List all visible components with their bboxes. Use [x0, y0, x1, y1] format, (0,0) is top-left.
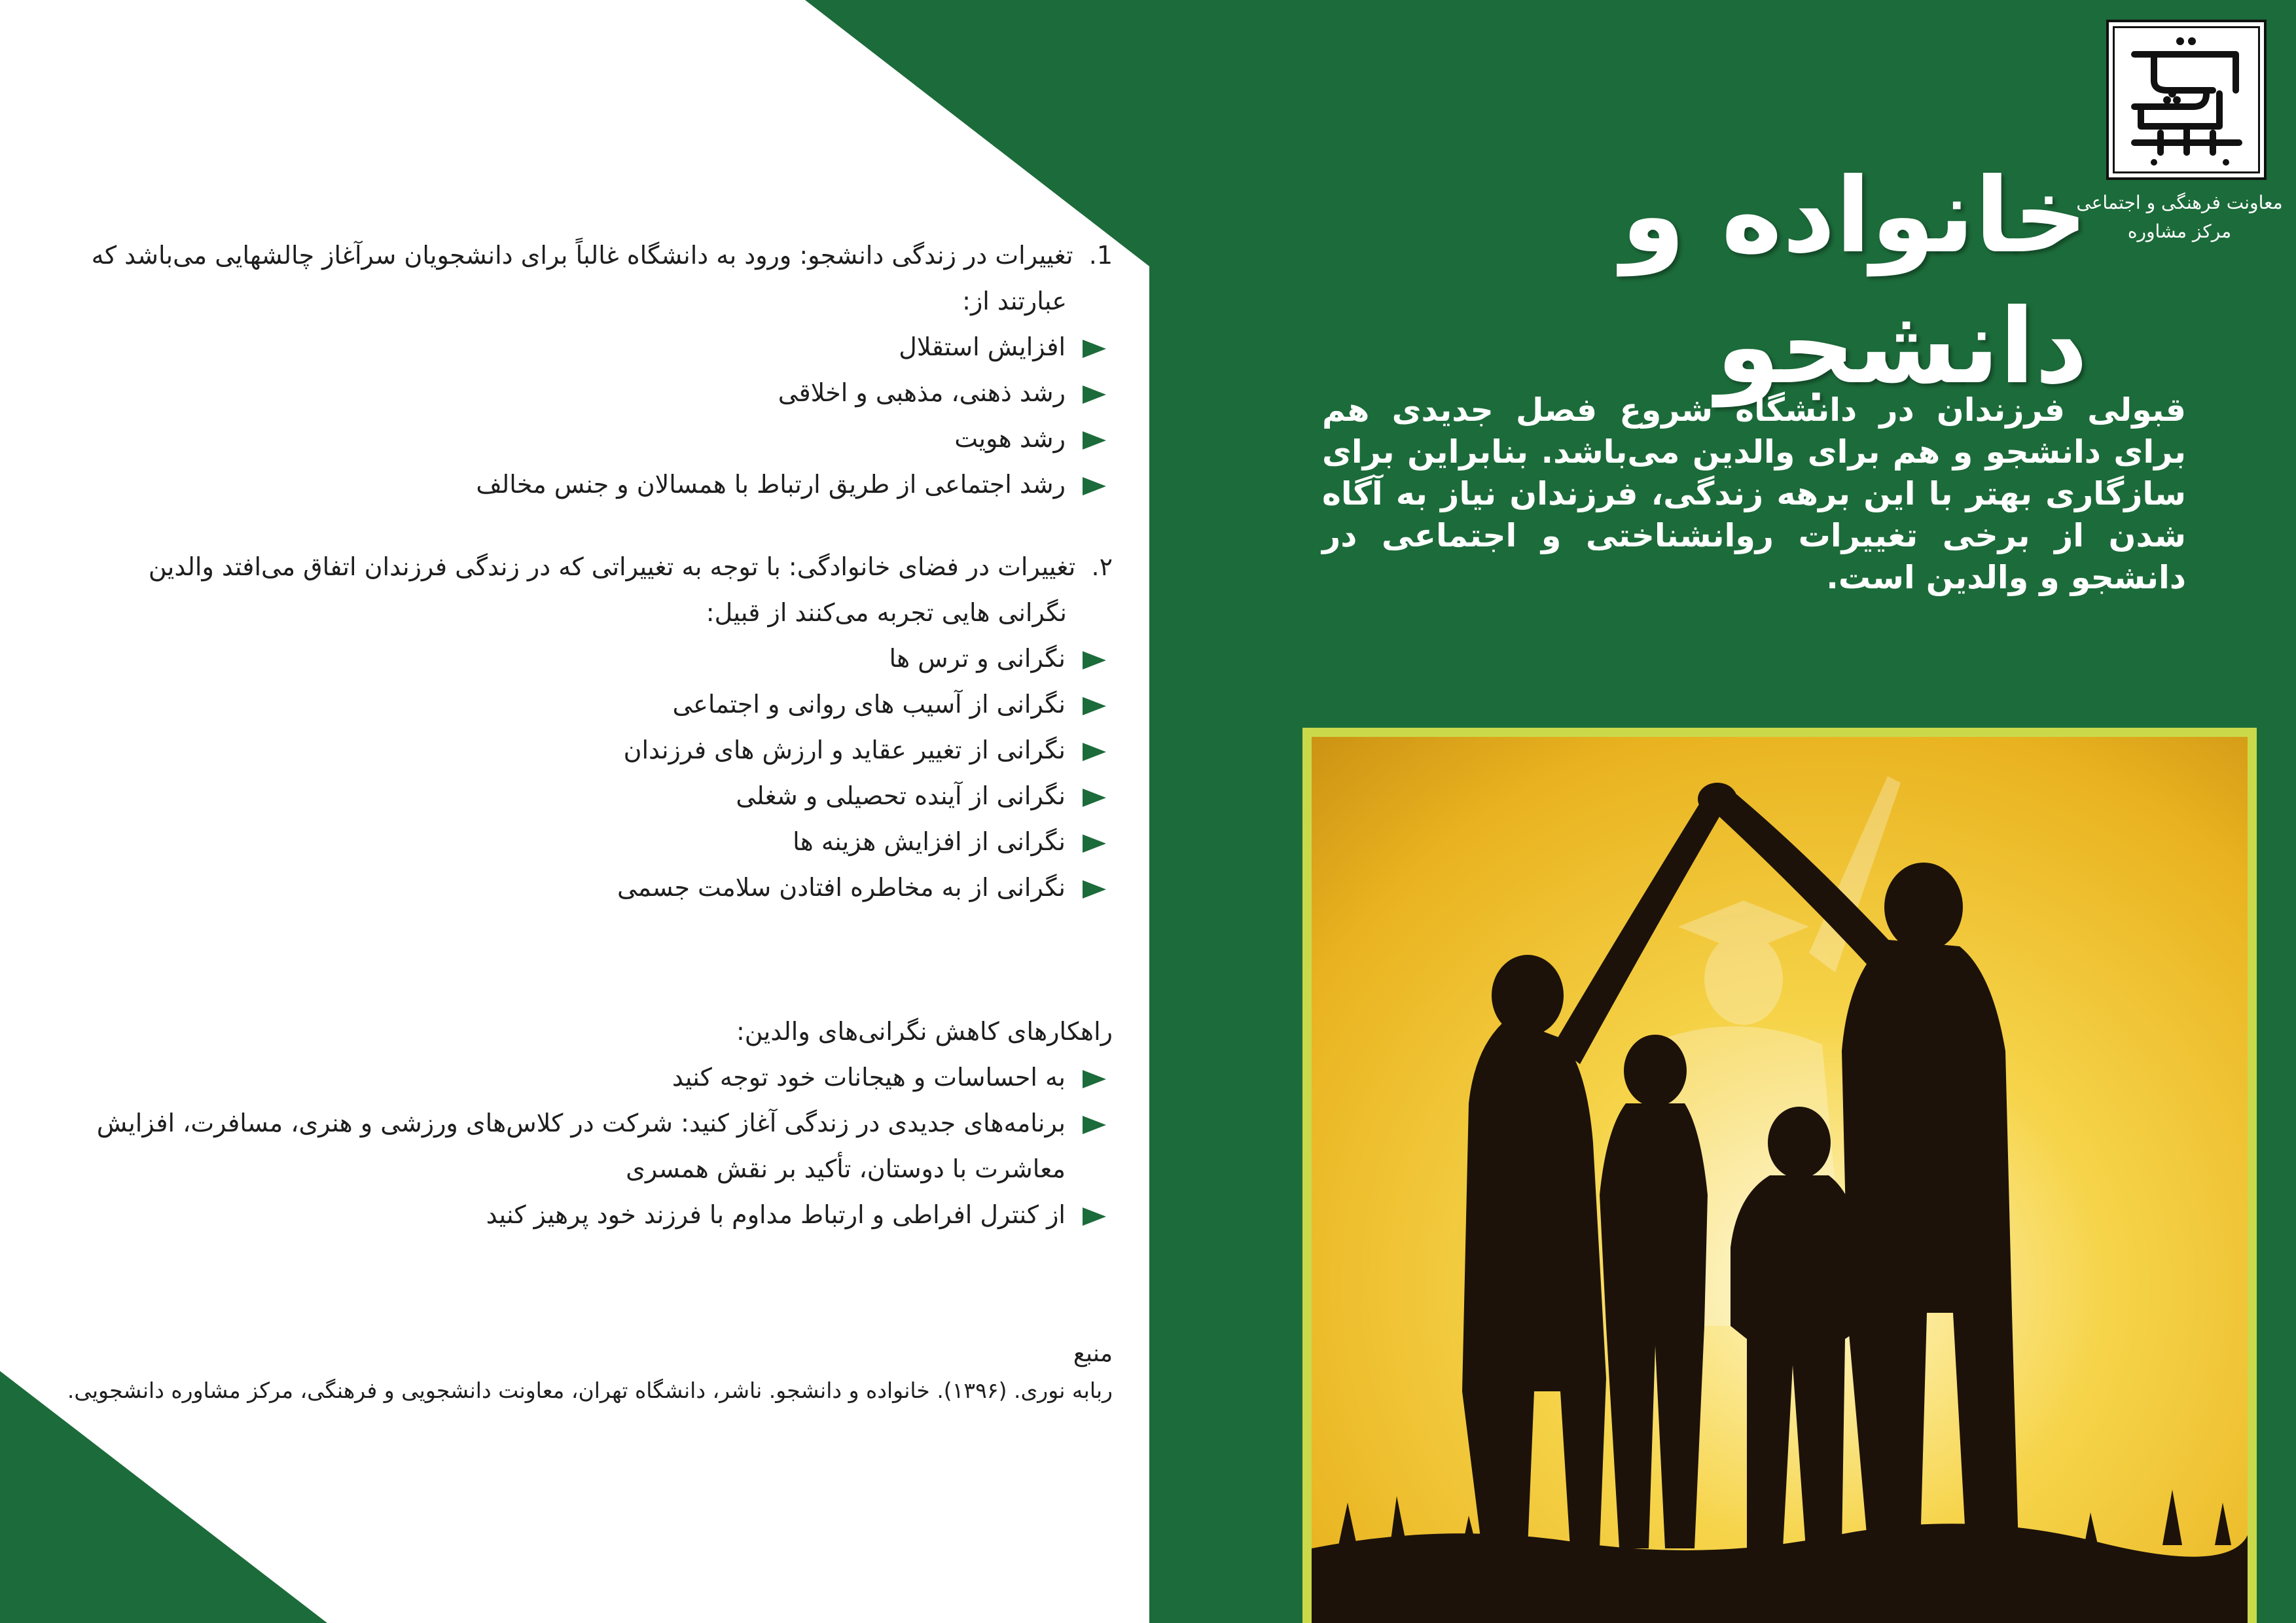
department-text [2075, 188, 2284, 246]
section1-text-line2: عبارتند از: [962, 287, 1067, 315]
section3-heading: راهکارهای کاهش نگرانی‌های والدین: [736, 1017, 1113, 1046]
section2-intro-line [26, 544, 1113, 590]
intro-paragraph: قبولی فرزندان در دانشگاه شروع فصل جدیدی هم برای دانشجو و هم برای والدین می‌باشد. بنابراین برای سازگاری بهتر با این برهه زندگی، فرزندان نیاز به آگاه شدن از برخی تغییرات روانشناختی و اجتماعی در دانشجو و والدین است. [1322, 391, 2186, 596]
section3-list [52, 1054, 1113, 1238]
list-item: به احساسات و هیجانات خود توجه کنید [52, 1054, 1113, 1100]
section2-text-line1: تغییرات در فضای خانوادگی: با توجه به تغییراتی که در زندگی فرزندان اتفاق می‌افتد والدین [148, 552, 1076, 581]
department-line1: معاونت فرهنگی و اجتماعی [2076, 192, 2283, 213]
section1-intro-line [26, 232, 1113, 278]
top-green-triangle [805, 0, 1152, 268]
list-item: نگرانی از تغییر عقاید و ارزش های فرزندان [26, 727, 1113, 773]
section1-text-line1: تغییرات در زندگی دانشجو: ورود به دانشگاه غالباً برای دانشجویان سرآغاز چالشهایی می‌باشد که [91, 241, 1073, 270]
list-item: نگرانی از آینده تحصیلی و شغلی [26, 773, 1113, 819]
left-text-column [26, 232, 1113, 1409]
list-item: نگرانی از آسیب های روانی و اجتماعی [26, 681, 1113, 727]
list-item: نگرانی از افزایش هزینه ها [26, 819, 1113, 865]
list-item: برنامه‌های جدیدی در زندگی آغاز کنید: شرکت در کلاس‌های ورزشی و هنری، مسافرت، افزایش معاشرت با دوستان، تأکید بر نقش همسری [52, 1100, 1113, 1192]
list-item: نگرانی از به مخاطره افتادن سلامت جسمی [26, 865, 1113, 910]
list-item: رشد ذهنی، مذهبی و اخلاقی [26, 370, 1113, 416]
section2-text-line2: نگرانی هایی تجربه می‌کنند از قبیل: [706, 598, 1067, 627]
logo-frame [2113, 26, 2260, 173]
list-item: نگرانی و ترس ها [26, 635, 1113, 681]
list-item: از کنترل افراطی و ارتباط مداوم با فرزند خود پرهیز کنید [52, 1192, 1113, 1238]
section2-list [26, 635, 1113, 910]
list-item: رشد هویت [26, 416, 1113, 461]
department-line2: مرکز مشاوره [2127, 221, 2232, 242]
university-logo-icon [2106, 20, 2267, 180]
section1-number: 1. [1088, 241, 1113, 270]
page-title: خانواده و دانشجو [1621, 156, 2088, 407]
family-silhouette-icon [1312, 737, 2248, 1623]
logo-calligraphy-icon [2115, 28, 2258, 171]
list-item: افزایش استقلال [26, 324, 1113, 370]
source-title: منبع [1073, 1340, 1113, 1367]
family-silhouette-photo [1312, 737, 2248, 1623]
section2-number: ۲. [1091, 552, 1113, 581]
section1-list [26, 324, 1113, 507]
list-item: رشد اجتماعی از طریق ارتباط با همسالان و جنس مخالف [26, 461, 1113, 507]
source-text: ربابه نوری. (۱۳۹۶). خانواده و دانشجو. ناشر، دانشگاه تهران، معاونت دانشجویی و فرهنگی، مرکز مشاوره دانشجویی. [67, 1378, 1113, 1403]
